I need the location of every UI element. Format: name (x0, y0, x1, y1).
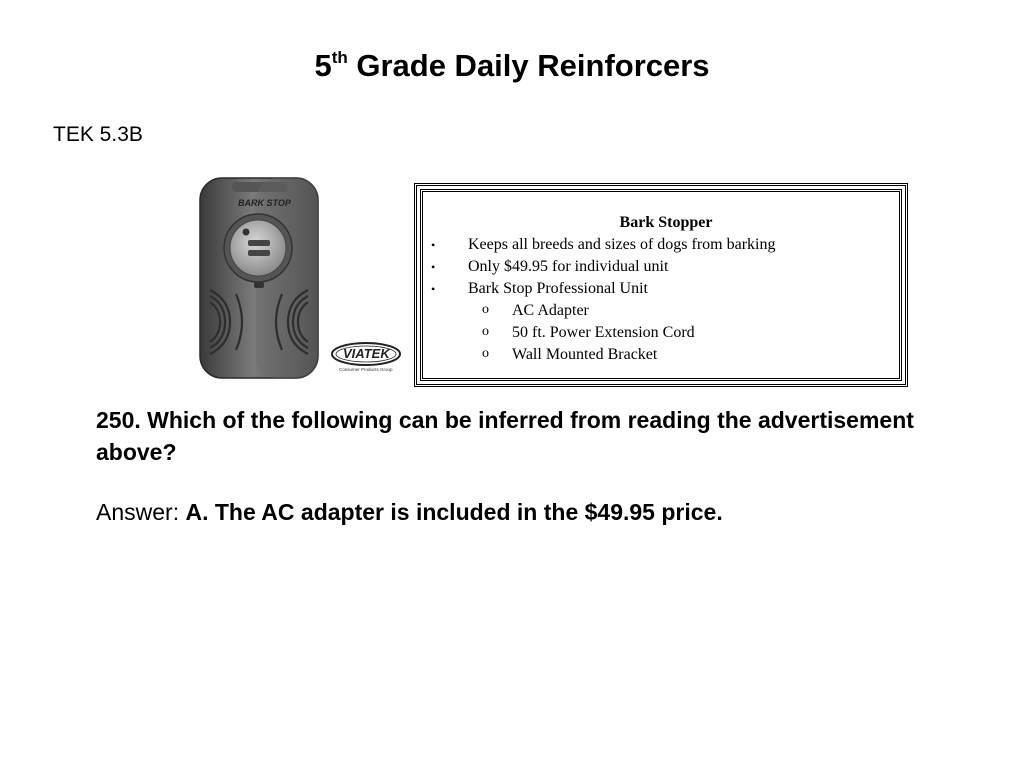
ad-subbullet-text: Wall Mounted Bracket (512, 346, 658, 363)
bark-stop-device-image (196, 172, 406, 382)
tek-label: TEK 5.3B (53, 123, 143, 146)
ad-title: Bark Stopper (619, 214, 713, 231)
viatek-logo (332, 343, 400, 372)
ad-bullet (423, 234, 899, 256)
title-number: 5 (314, 48, 332, 83)
ad-subbullet (423, 300, 899, 322)
question-text: 250. Which of the following can be inferred from reading the advertisement above? (96, 407, 914, 465)
bullet-marker: • (431, 282, 436, 296)
advertisement-content (420, 189, 902, 381)
bullet-marker: • (431, 260, 436, 274)
ad-bullet-text: Only $49.95 for individual unit (468, 258, 669, 275)
subbullet-marker: o (482, 346, 489, 361)
ad-bullet (423, 256, 899, 278)
subbullet-marker: o (482, 302, 489, 317)
ad-subbullet (423, 322, 899, 344)
bullet-marker: • (431, 238, 436, 252)
title-superscript: th (331, 48, 348, 67)
product-photo (196, 172, 406, 382)
logo-subtext: Consumer Products Group (339, 367, 393, 372)
subbullet-marker: o (482, 324, 489, 339)
ad-subbullet (423, 344, 899, 366)
answer-line (96, 496, 723, 528)
title-text: Grade Daily Reinforcers (347, 48, 710, 83)
ad-bullet-text: Bark Stop Professional Unit (468, 280, 648, 297)
answer-text: A. The AC adapter is included in the $49.95 price. (185, 499, 723, 525)
ad-subbullet-text: AC Adapter (512, 302, 589, 319)
answer-label: Answer: (96, 499, 186, 525)
logo-text: VIATEK (343, 346, 390, 361)
ad-subbullet-text: 50 ft. Power Extension Cord (512, 324, 695, 341)
ad-bullet-text: Keeps all breeds and sizes of dogs from barking (468, 236, 776, 253)
ad-bullet (423, 278, 899, 300)
advertisement-box (414, 183, 908, 387)
ad-bullet-list (423, 234, 899, 366)
slide-title (0, 48, 1024, 84)
brand-label: BARK STOP (238, 198, 291, 208)
